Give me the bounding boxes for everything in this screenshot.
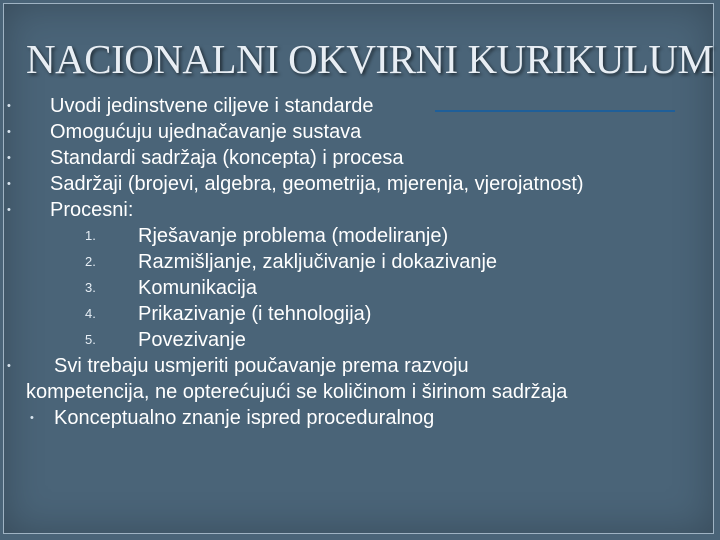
numbered-text: Rješavanje problema (modeliranje): [138, 225, 449, 247]
bullet-marker: •: [7, 126, 11, 138]
bullet-text: Sadržaji (brojevi, algebra, geometrija, mjerenja, vjerojatnost): [50, 173, 584, 195]
bullet-item: [0, 119, 720, 145]
bullet-item: [0, 93, 720, 119]
slide-title: NACIONALNI OKVIRNI KURIKULUM: [26, 36, 714, 82]
item-number: 1.: [85, 228, 96, 243]
bullet-marker: •: [30, 412, 34, 424]
bullet-text: Standardi sadržaja (koncepta) i procesa: [50, 147, 404, 169]
bullet-marker: •: [7, 204, 11, 216]
bullet-text: Omogućuju ujednačavanje sustava: [50, 121, 362, 143]
slide-body: [0, 93, 720, 431]
bullet-marker: •: [7, 152, 11, 164]
bullet-text-continuation: kompetencija, ne opterećujući se količinom i širinom sadržaja: [26, 381, 568, 403]
bullet-text: Svi trebaju usmjeriti poučavanje prema razvoju: [54, 355, 469, 377]
numbered-item: [0, 327, 720, 353]
numbered-item: [0, 223, 720, 249]
numbered-text: Komunikacija: [138, 277, 257, 299]
bullet-item: [0, 145, 720, 171]
item-number: 3.: [85, 280, 96, 295]
bullet-item-wrapped: [0, 353, 720, 379]
item-number: 5.: [85, 332, 96, 347]
bullet-item: [0, 405, 720, 431]
numbered-text: Prikazivanje (i tehnologija): [138, 303, 372, 325]
bullet-marker: •: [7, 178, 11, 190]
bullet-text: Uvodi jedinstvene ciljeve i standarde: [50, 95, 374, 117]
bullet-item: [0, 197, 720, 223]
numbered-text: Povezivanje: [138, 329, 246, 351]
numbered-item: [0, 249, 720, 275]
numbered-item: [0, 301, 720, 327]
bullet-marker: •: [7, 360, 11, 372]
bullet-text: Procesni:: [50, 199, 134, 221]
bullet-marker: •: [7, 100, 11, 112]
numbered-text: Razmišljanje, zaključivanje i dokazivanje: [138, 251, 498, 273]
item-number: 4.: [85, 306, 96, 321]
bullet-item: [0, 171, 720, 197]
numbered-item: [0, 275, 720, 301]
item-number: 2.: [85, 254, 96, 269]
bullet-text: Konceptualno znanje ispred proceduralnog: [54, 407, 435, 429]
